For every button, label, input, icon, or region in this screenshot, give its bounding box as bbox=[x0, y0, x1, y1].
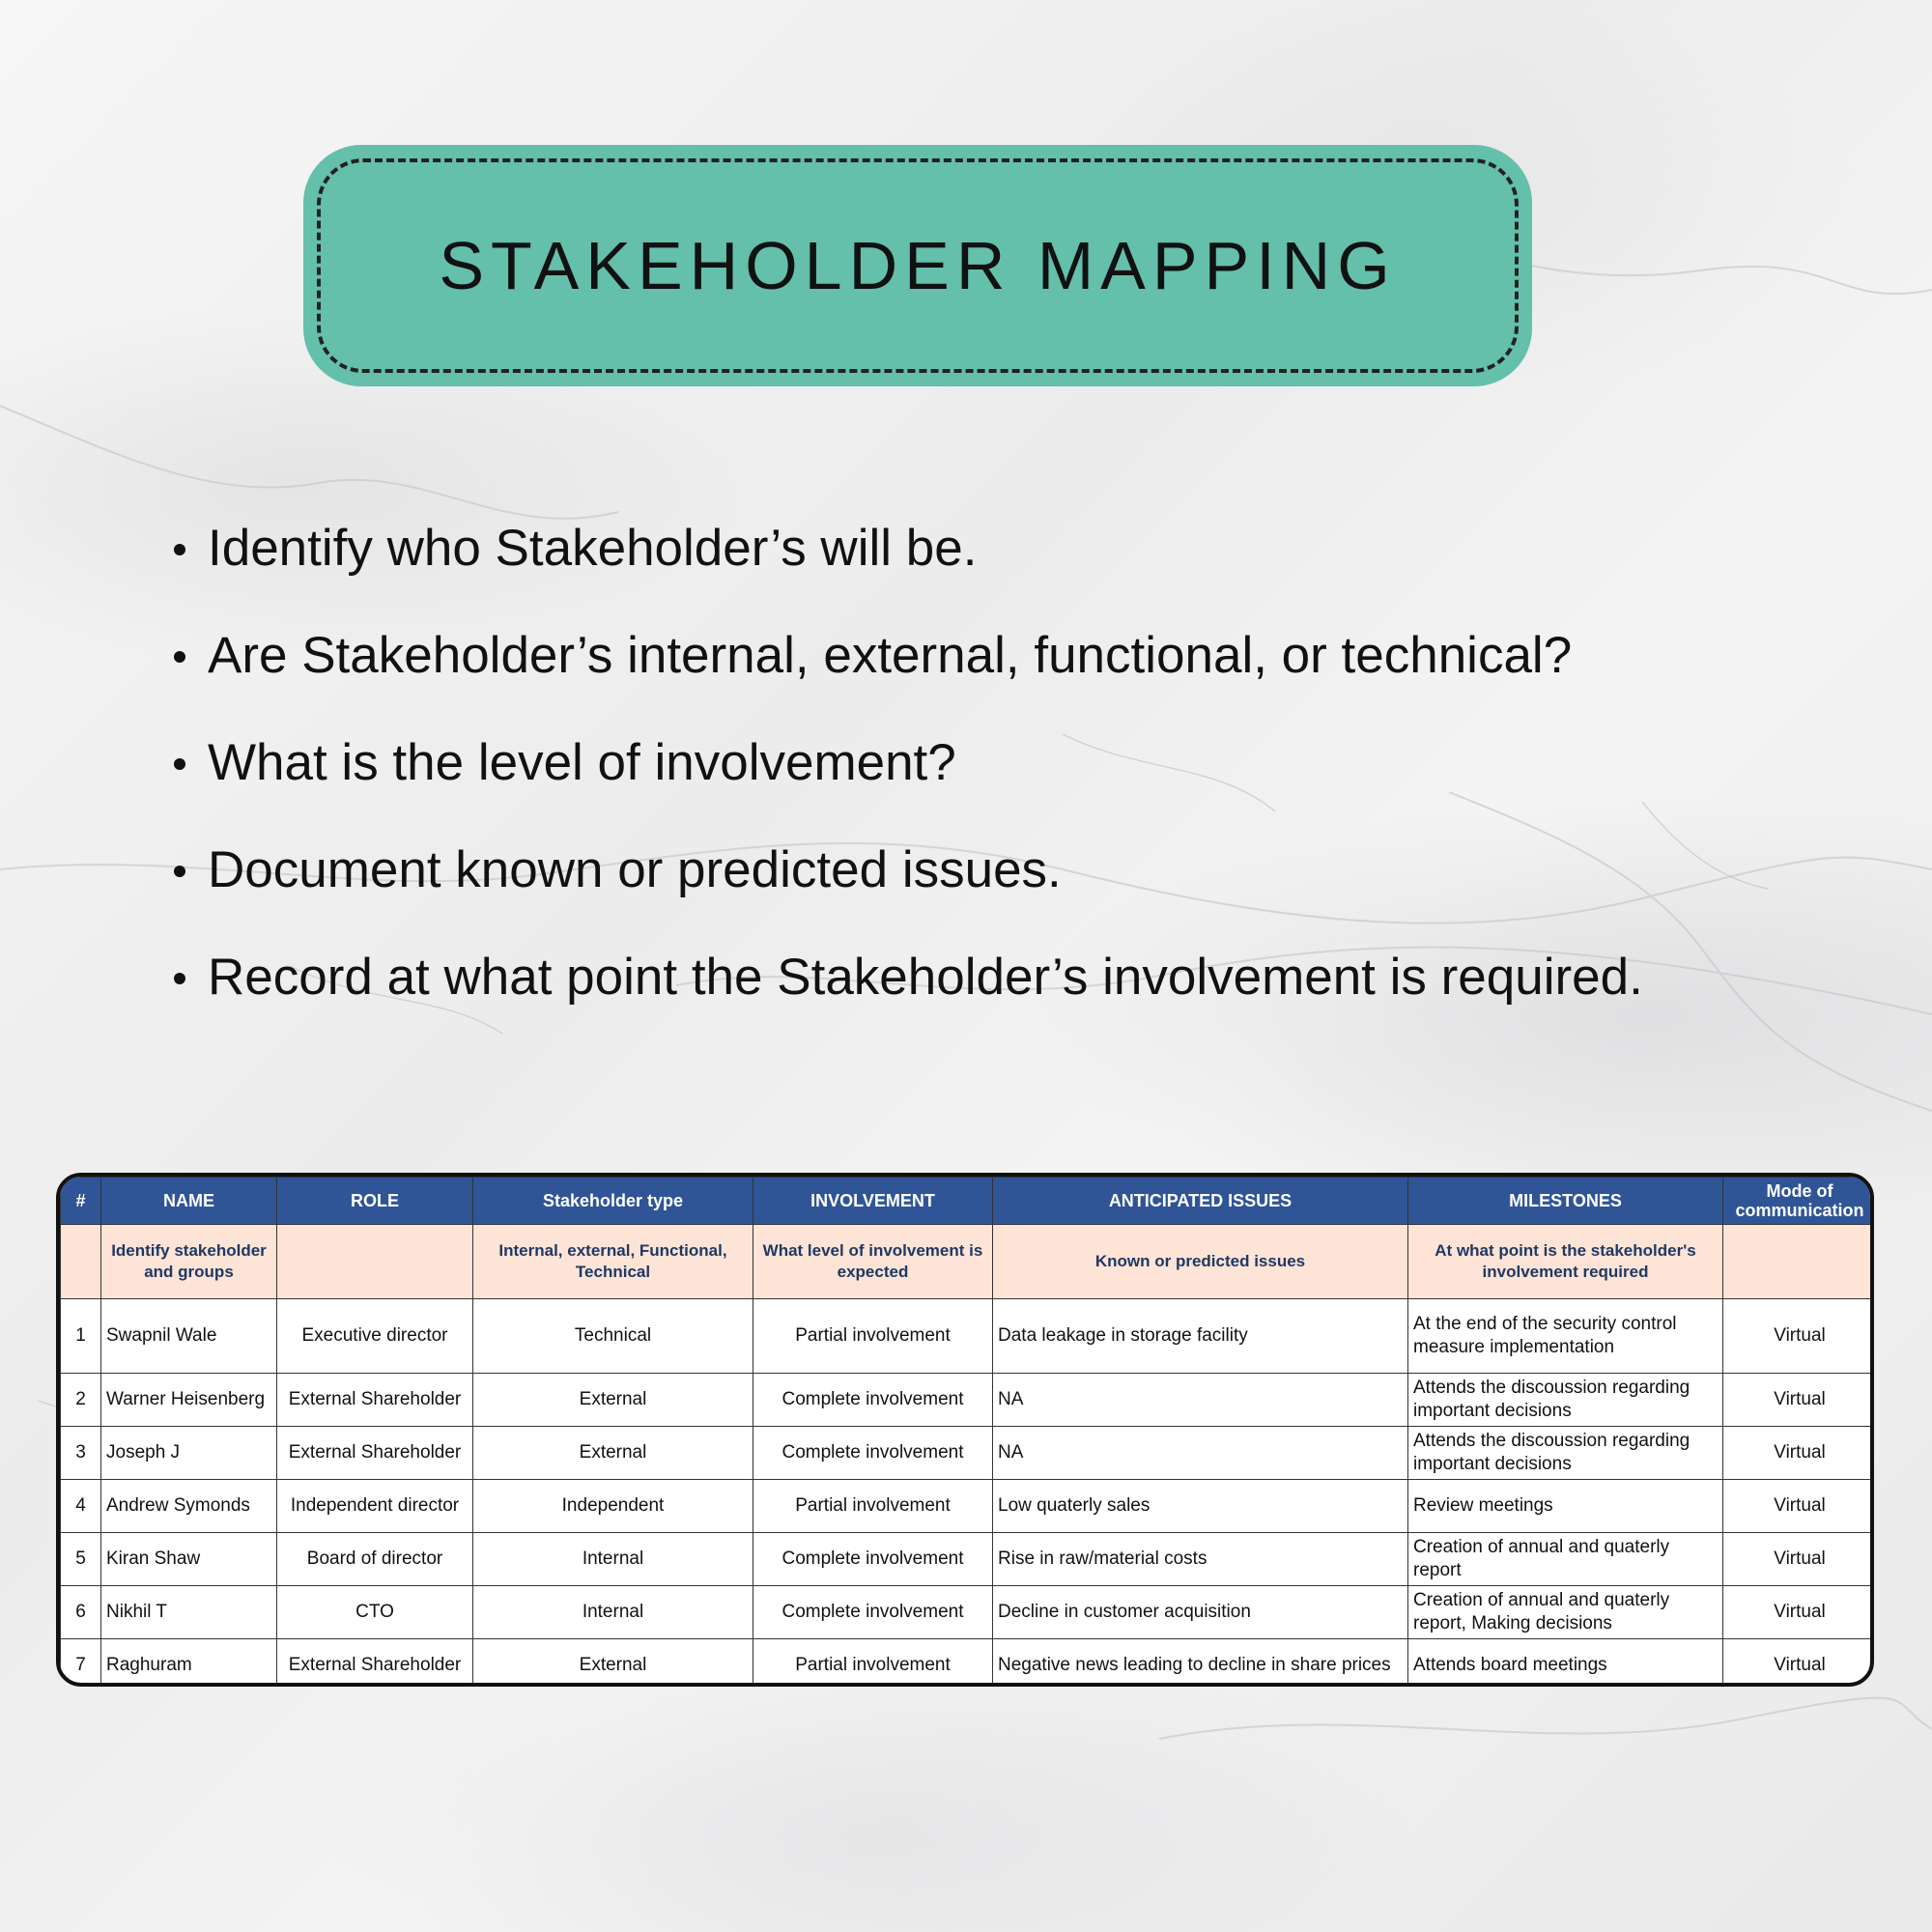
cell-number: 5 bbox=[61, 1533, 101, 1586]
cell-role: Board of director bbox=[277, 1533, 473, 1586]
bullet-text: Document known or predicted issues. bbox=[208, 841, 1062, 898]
bullet-item bbox=[174, 512, 1913, 619]
cell-involvement: Partial involvement bbox=[753, 1480, 993, 1533]
subheader-role bbox=[277, 1225, 473, 1299]
table-subheader-row bbox=[61, 1225, 1875, 1299]
table-row bbox=[61, 1533, 1875, 1586]
cell-milestones: Attends the discoussion regarding important decisions bbox=[1408, 1374, 1723, 1427]
cell-milestones: Attends the discoussion regarding important decisions bbox=[1408, 1427, 1723, 1480]
table-row bbox=[61, 1586, 1875, 1639]
cell-type: Internal bbox=[473, 1533, 753, 1586]
cell-name: Andrew Symonds bbox=[101, 1480, 277, 1533]
table-row bbox=[61, 1480, 1875, 1533]
cell-role: External Shareholder bbox=[277, 1427, 473, 1480]
cell-milestones: Creation of annual and quaterly report, Making decisions bbox=[1408, 1586, 1723, 1639]
cell-number: 3 bbox=[61, 1427, 101, 1480]
bullet-text: What is the level of involvement? bbox=[208, 734, 956, 791]
cell-role: CTO bbox=[277, 1586, 473, 1639]
cell-name: Joseph J bbox=[101, 1427, 277, 1480]
bullet-text: Record at what point the Stakeholder’s involvement is required. bbox=[208, 949, 1643, 1006]
bullet-dot-icon bbox=[174, 866, 185, 877]
cell-mode: Virtual bbox=[1723, 1427, 1875, 1480]
table-row bbox=[61, 1299, 1875, 1374]
bullet-dot-icon bbox=[174, 758, 185, 770]
cell-name: Nikhil T bbox=[101, 1586, 277, 1639]
table-row bbox=[61, 1427, 1875, 1480]
stakeholder-table bbox=[60, 1177, 1874, 1687]
table-row bbox=[61, 1639, 1875, 1688]
subheader-milestones: At what point is the stakeholder's involvement required bbox=[1408, 1225, 1723, 1299]
subheader-stakeholder-type: Internal, external, Functional, Technical bbox=[473, 1225, 753, 1299]
cell-mode: Virtual bbox=[1723, 1374, 1875, 1427]
cell-issues: Low quaterly sales bbox=[993, 1480, 1408, 1533]
cell-mode: Virtual bbox=[1723, 1586, 1875, 1639]
subheader-number bbox=[61, 1225, 101, 1299]
cell-role: External Shareholder bbox=[277, 1639, 473, 1688]
header-name: NAME bbox=[101, 1178, 277, 1225]
cell-role: External Shareholder bbox=[277, 1374, 473, 1427]
cell-mode: Virtual bbox=[1723, 1299, 1875, 1374]
cell-issues: Negative news leading to decline in share prices bbox=[993, 1639, 1408, 1688]
cell-number: 2 bbox=[61, 1374, 101, 1427]
header-milestones: MILESTONES bbox=[1408, 1178, 1723, 1225]
bullet-item bbox=[174, 726, 1913, 834]
cell-mode: Virtual bbox=[1723, 1639, 1875, 1688]
bullet-dot-icon bbox=[174, 544, 185, 555]
header-number: # bbox=[61, 1178, 101, 1225]
header-involvement: INVOLVEMENT bbox=[753, 1178, 993, 1225]
bullet-item bbox=[174, 941, 1913, 1048]
cell-issues: NA bbox=[993, 1374, 1408, 1427]
cell-involvement: Complete involvement bbox=[753, 1533, 993, 1586]
cell-mode: Virtual bbox=[1723, 1533, 1875, 1586]
header-mode: Mode of communication bbox=[1723, 1178, 1875, 1225]
cell-name: Kiran Shaw bbox=[101, 1533, 277, 1586]
page-title: STAKEHOLDER MAPPING bbox=[439, 228, 1397, 303]
subheader-name: Identify stakeholder and groups bbox=[101, 1225, 277, 1299]
bullet-item bbox=[174, 619, 1913, 726]
header-stakeholder-type: Stakeholder type bbox=[473, 1178, 753, 1225]
subheader-anticipated-issues: Known or predicted issues bbox=[993, 1225, 1408, 1299]
cell-type: External bbox=[473, 1639, 753, 1688]
cell-role: Executive director bbox=[277, 1299, 473, 1374]
header-role: ROLE bbox=[277, 1178, 473, 1225]
cell-milestones: At the end of the security control measure implementation bbox=[1408, 1299, 1723, 1374]
cell-name: Raghuram bbox=[101, 1639, 277, 1688]
cell-issues: NA bbox=[993, 1427, 1408, 1480]
cell-involvement: Complete involvement bbox=[753, 1427, 993, 1480]
cell-name: Warner Heisenberg bbox=[101, 1374, 277, 1427]
bullet-list bbox=[174, 512, 1913, 1048]
table-row bbox=[61, 1374, 1875, 1427]
cell-issues: Rise in raw/material costs bbox=[993, 1533, 1408, 1586]
cell-involvement: Partial involvement bbox=[753, 1639, 993, 1688]
cell-involvement: Complete involvement bbox=[753, 1586, 993, 1639]
cell-number: 6 bbox=[61, 1586, 101, 1639]
cell-involvement: Complete involvement bbox=[753, 1374, 993, 1427]
bullet-dot-icon bbox=[174, 651, 185, 663]
cell-involvement: Partial involvement bbox=[753, 1299, 993, 1374]
bullet-text: Are Stakeholder’s internal, external, functional, or technical? bbox=[208, 627, 1573, 684]
stakeholder-table-container bbox=[56, 1173, 1874, 1687]
cell-mode: Virtual bbox=[1723, 1480, 1875, 1533]
cell-type: Independent bbox=[473, 1480, 753, 1533]
table-header-row bbox=[61, 1178, 1875, 1225]
cell-type: External bbox=[473, 1374, 753, 1427]
cell-role: Independent director bbox=[277, 1480, 473, 1533]
cell-type: External bbox=[473, 1427, 753, 1480]
header-anticipated-issues: ANTICIPATED ISSUES bbox=[993, 1178, 1408, 1225]
cell-milestones: Attends board meetings bbox=[1408, 1639, 1723, 1688]
cell-issues: Decline in customer acquisition bbox=[993, 1586, 1408, 1639]
bullet-text: Identify who Stakeholder’s will be. bbox=[208, 520, 978, 577]
cell-milestones: Review meetings bbox=[1408, 1480, 1723, 1533]
cell-type: Internal bbox=[473, 1586, 753, 1639]
bullet-item bbox=[174, 834, 1913, 941]
cell-type: Technical bbox=[473, 1299, 753, 1374]
cell-milestones: Creation of annual and quaterly report bbox=[1408, 1533, 1723, 1586]
cell-name: Swapnil Wale bbox=[101, 1299, 277, 1374]
cell-issues: Data leakage in storage facility bbox=[993, 1299, 1408, 1374]
cell-number: 1 bbox=[61, 1299, 101, 1374]
subheader-mode bbox=[1723, 1225, 1875, 1299]
cell-number: 7 bbox=[61, 1639, 101, 1688]
subheader-involvement: What level of involvement is expected bbox=[753, 1225, 993, 1299]
title-banner bbox=[303, 145, 1532, 386]
cell-number: 4 bbox=[61, 1480, 101, 1533]
bullet-dot-icon bbox=[174, 973, 185, 984]
